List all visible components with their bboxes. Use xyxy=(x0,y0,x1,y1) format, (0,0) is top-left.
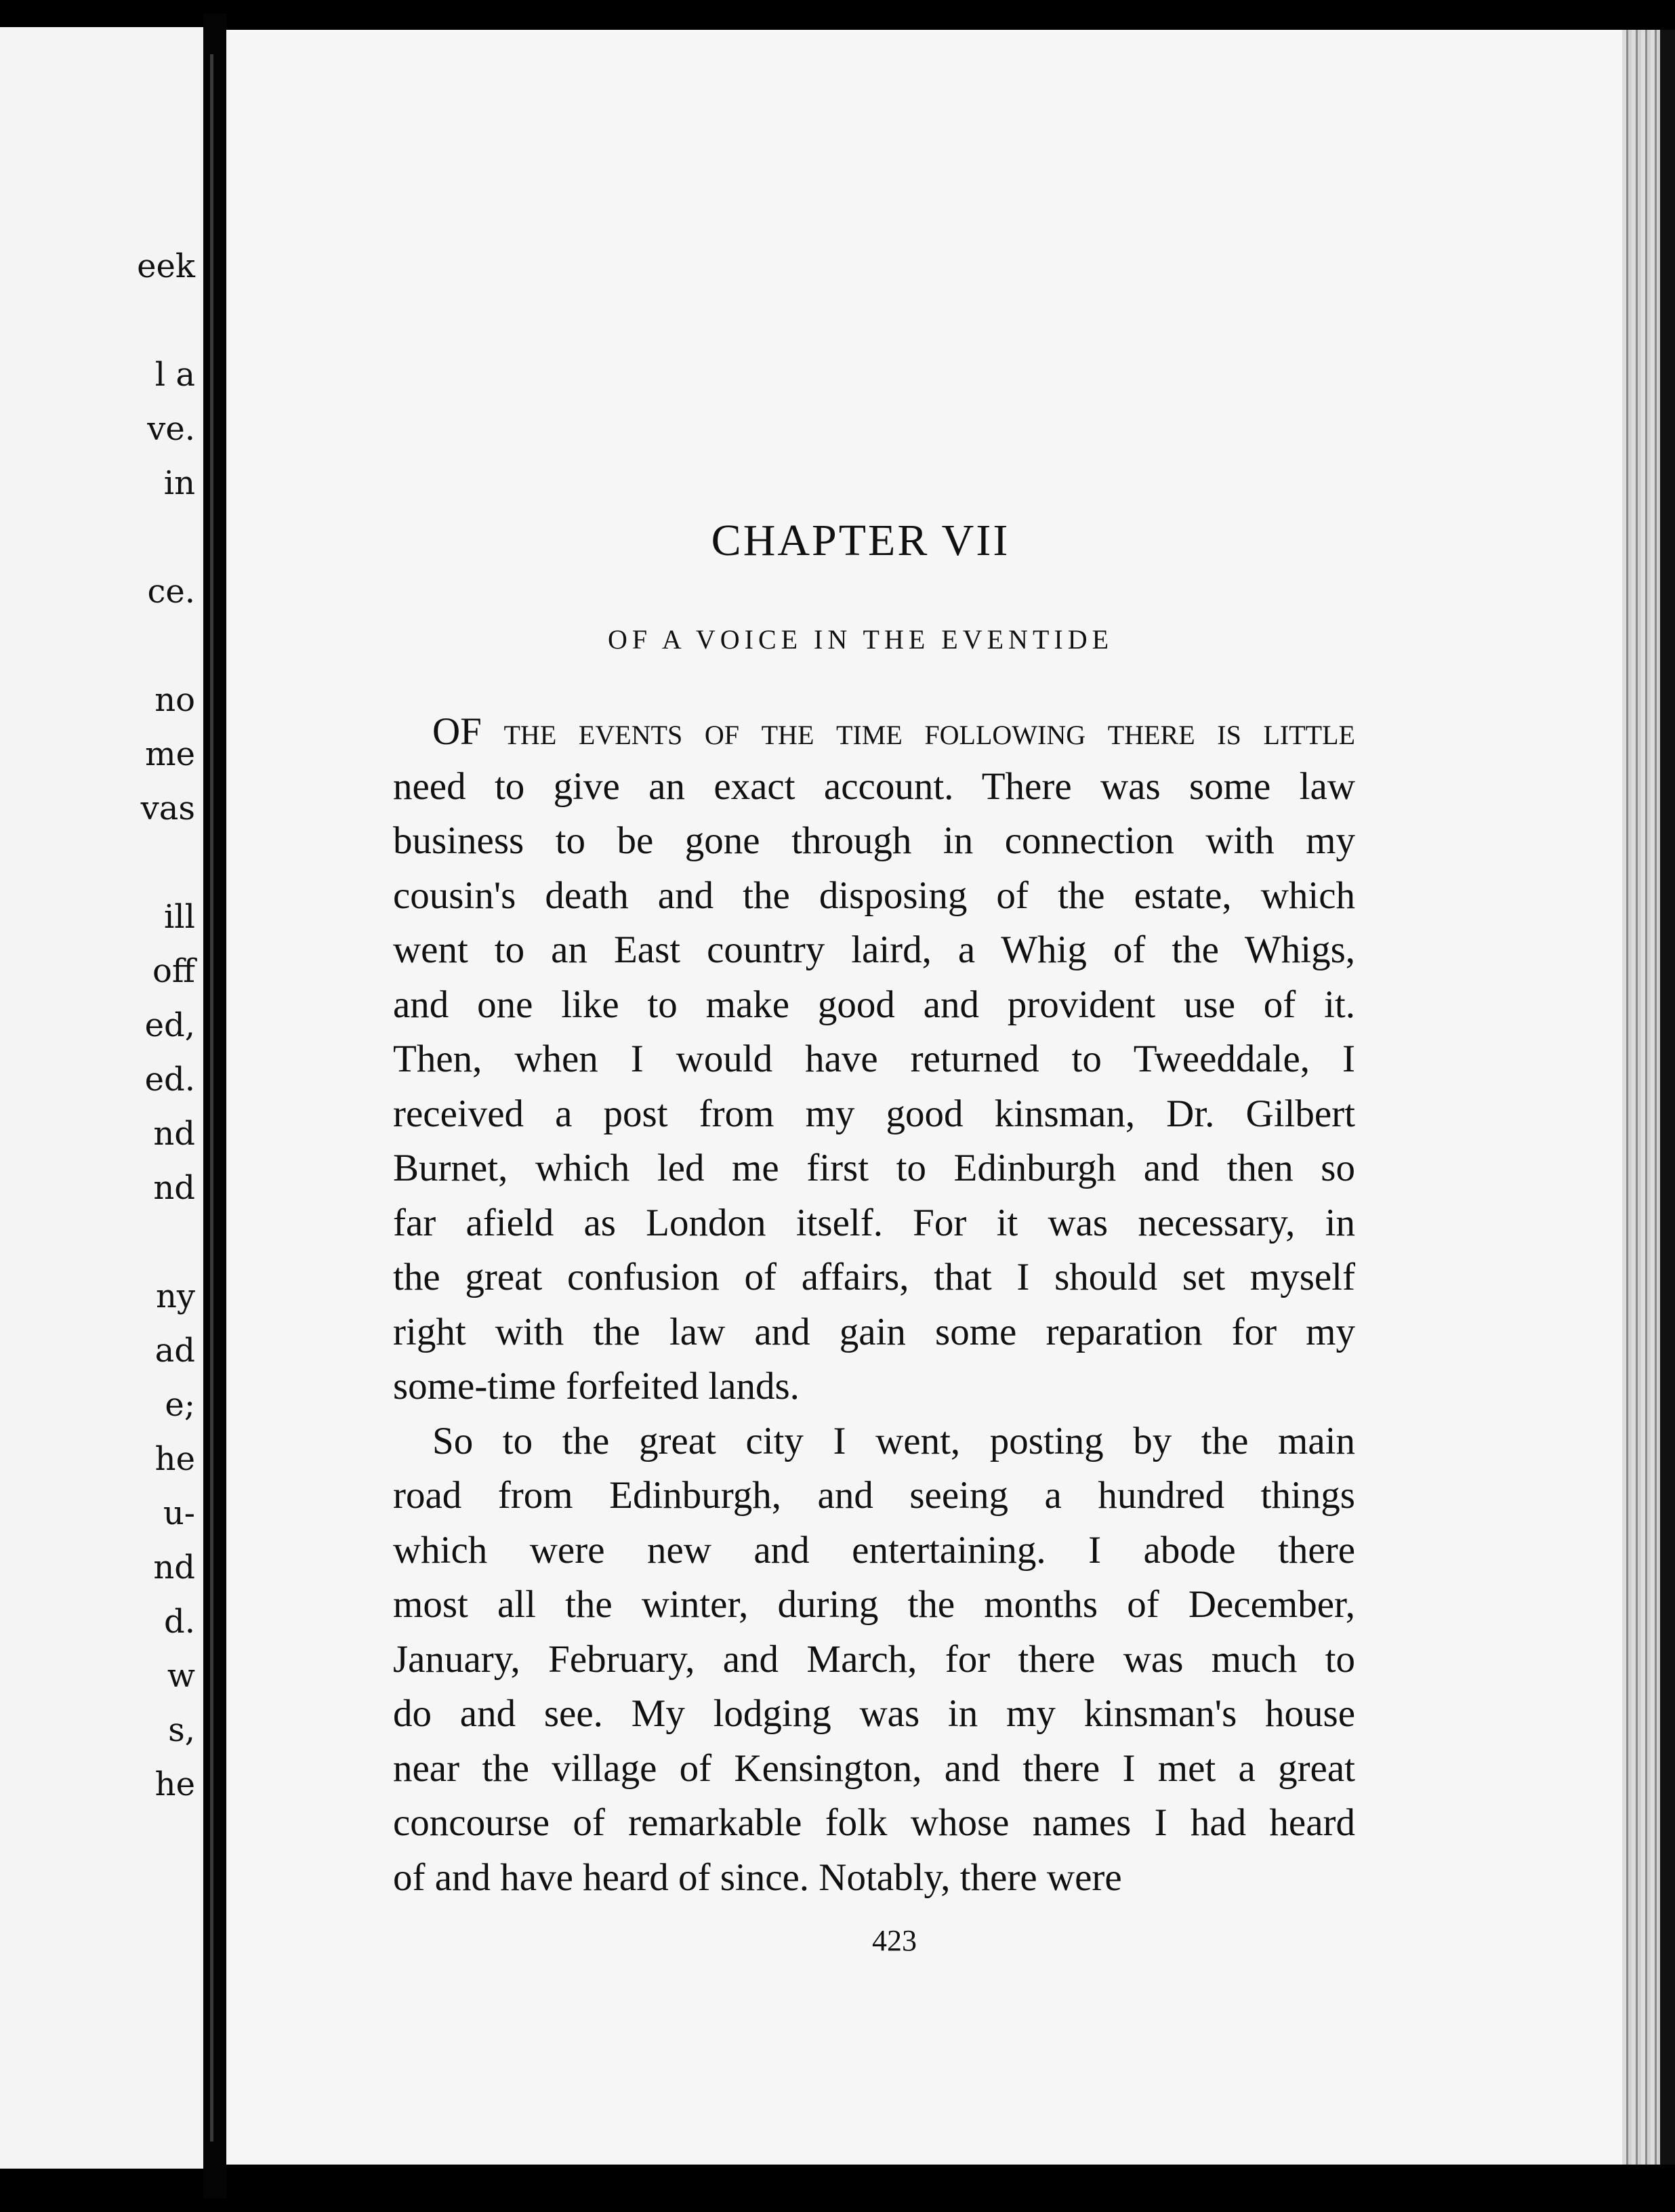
chapter-subtitle: OF A VOICE IN THE EVENTIDE xyxy=(607,624,1114,655)
previous-page-text-fragment: ve. xyxy=(147,410,195,448)
body-text-line: went to an East country laird, a Whig of the Whigs, xyxy=(393,928,1355,971)
previous-page-text-fragment: eek xyxy=(137,247,195,285)
previous-page-text-fragment: nd xyxy=(153,1115,195,1153)
body-text-line: So to the great city I went, posting by the main xyxy=(432,1419,1355,1462)
previous-page-text-fragment: ny xyxy=(155,1277,195,1315)
previous-page-text-fragment: e; xyxy=(165,1386,195,1424)
previous-page-fragment xyxy=(0,27,203,2169)
chapter-title: CHAPTER VII xyxy=(711,516,1010,565)
previous-page-text-fragment: ill xyxy=(163,898,195,936)
body-text-line: cousin's death and the disposing of the estate, which xyxy=(393,874,1355,917)
page-number: 423 xyxy=(872,1924,917,1957)
book-gutter xyxy=(203,14,226,2198)
body-text-line: near the village of Kensington, and there I met a great xyxy=(393,1746,1355,1790)
previous-page-text-fragment: he xyxy=(154,1440,195,1478)
previous-page-text-fragment: me xyxy=(145,735,195,773)
previous-page-text-fragment: off xyxy=(152,952,195,990)
previous-page-text-fragment: nd xyxy=(153,1549,195,1586)
body-text-line: far afield as London itself. For it was necessary, in xyxy=(393,1201,1355,1244)
previous-page-text-fragment: u- xyxy=(163,1494,195,1532)
previous-page-text-fragment: s, xyxy=(168,1711,195,1749)
body-text-line: road from Edinburgh, and seeing a hundred things xyxy=(393,1474,1355,1517)
previous-page-text-fragment: w xyxy=(167,1657,195,1695)
body-text-line: Then, when I would have returned to Tweeddale, I xyxy=(393,1038,1355,1080)
body-text-line: and one like to make good and provident use of it. xyxy=(393,983,1355,1026)
gutter-shadow-line xyxy=(210,54,213,2142)
previous-page-text-fragment: vas xyxy=(140,790,195,827)
page-edge-shadow xyxy=(1660,30,1675,2165)
chapter-body-text xyxy=(393,705,1355,1905)
previous-page-text-fragment: l a xyxy=(154,356,195,394)
opening-small-caps: OF the events of the time following there is little xyxy=(432,710,1355,753)
body-text-line: the great confusion of affairs, that I should set myself xyxy=(393,1256,1355,1298)
previous-page-text-fragment: nd xyxy=(153,1169,195,1207)
body-text-line: Burnet, which led me first to Edinburgh and then so xyxy=(393,1147,1355,1189)
body-text-line: need to give an exact account. There was some law xyxy=(393,764,1355,808)
body-text-line: business to be gone through in connection with my xyxy=(393,819,1355,862)
previous-page-text-fragment: ad xyxy=(154,1332,195,1370)
body-text-line: some-time forfeited lands. xyxy=(393,1365,800,1408)
previous-page-text-fragment: no xyxy=(154,681,195,719)
body-text-line: which were new and entertaining. I abode there xyxy=(393,1528,1355,1572)
body-text-line: most all the winter, during the months of December, xyxy=(393,1583,1355,1626)
previous-page-text-fragment: ed. xyxy=(144,1061,195,1099)
body-text-line: received a post from my good kinsman, Dr. Gilbert xyxy=(393,1092,1355,1135)
body-text-line: right with the law and gain some reparation for my xyxy=(393,1310,1355,1353)
body-text-line: do and see. My lodging was in my kinsman's house xyxy=(393,1692,1355,1735)
previous-page-text-fragment: he xyxy=(154,1765,195,1803)
body-text-line: January, February, and March, for there was much to xyxy=(393,1637,1355,1681)
body-text-line xyxy=(393,705,1355,760)
body-text-line: of and have heard of since. Notably, there were xyxy=(393,1856,1122,1899)
previous-page-text-fragment: ce. xyxy=(147,573,195,611)
previous-page-text-fragment: ed, xyxy=(144,1006,195,1044)
previous-page-text-fragment: d. xyxy=(164,1603,195,1641)
body-text-line: concourse of remarkable folk whose names I had heard xyxy=(393,1801,1355,1844)
previous-page-text-fragment: in xyxy=(163,464,195,502)
